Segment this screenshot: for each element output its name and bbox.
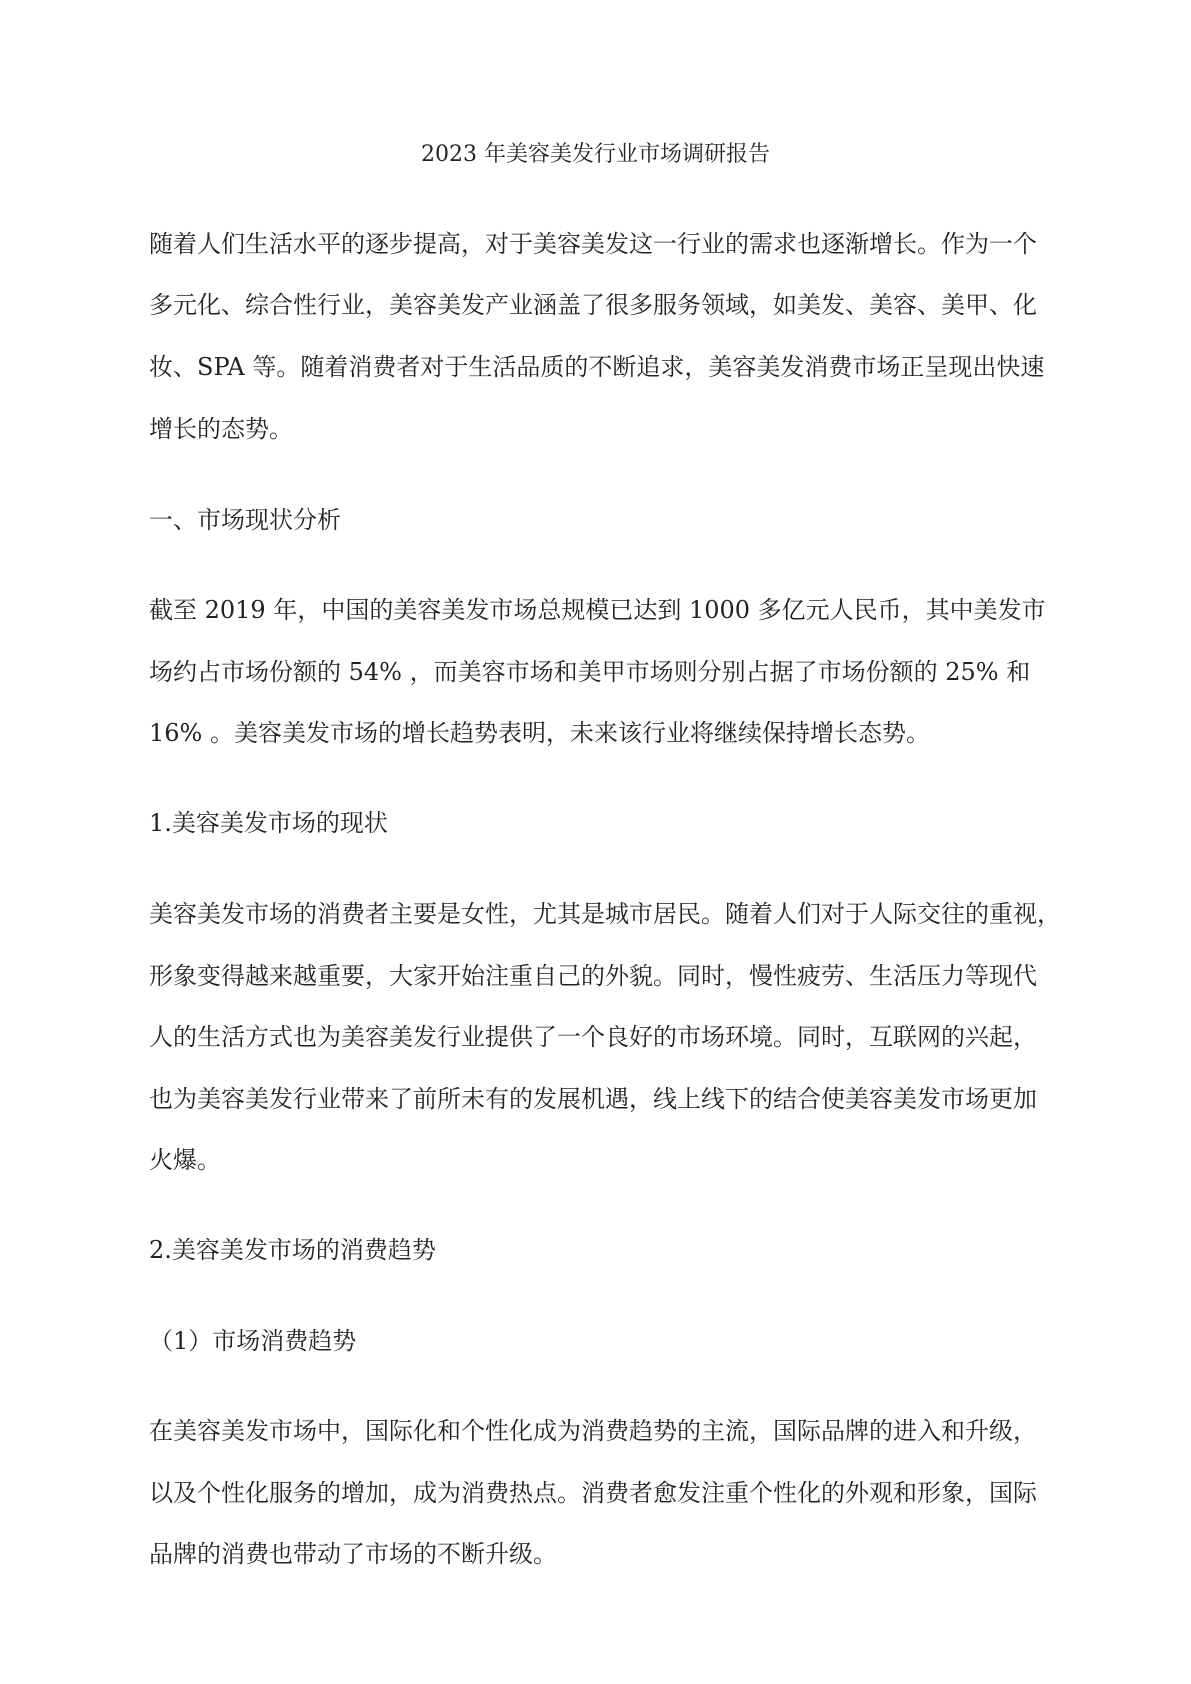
intro-paragraph-line: 随着人们生活水平的逐步提高，对于美容美发这一行业的需求也逐渐增长。作为一个 [149, 230, 1037, 258]
trend-paragraph-line: 在美容美发市场中，国际化和个性化成为消费趋势的主流，国际品牌的进入和升级， [149, 1417, 1037, 1445]
consumer-paragraph-line: 美容美发市场的消费者主要是女性，尤其是城市居民。随着人们对于人际交往的重视， [149, 900, 1061, 928]
document-title: 2023 年美容美发行业市场调研报告 [421, 142, 770, 167]
consumer-paragraph-line: 人的生活方式也为美容美发行业提供了一个良好的市场环境。同时，互联网的兴起， [149, 1023, 1037, 1051]
section-heading-market-status: 一、市场现状分析 [149, 506, 341, 534]
consumer-paragraph-line: 火爆。 [149, 1146, 221, 1174]
consumer-paragraph-line: 形象变得越来越重要，大家开始注重自己的外貌。同时，慢性疲劳、生活压力等现代 [149, 962, 1037, 990]
subsection-heading-current-status: 1.美容美发市场的现状 [149, 809, 388, 837]
intro-paragraph-line: 多元化、综合性行业，美容美发产业涵盖了很多服务领域，如美发、美容、美甲、化 [149, 291, 1037, 319]
intro-paragraph-line: 妆、SPA 等。随着消费者对于生活品质的不断追求，美容美发消费市场正呈现出快速 [149, 353, 1045, 381]
market-size-paragraph-line: 截至 2019 年，中国的美容美发市场总规模已达到 1000 多亿元人民币，其中美发市 [149, 596, 1046, 624]
intro-paragraph-line: 增长的态势。 [149, 415, 293, 443]
trend-paragraph-line: 品牌的消费也带动了市场的不断升级。 [149, 1540, 557, 1568]
trend-paragraph-line: 以及个性化服务的增加，成为消费热点。消费者愈发注重个性化的外观和形象，国际 [149, 1479, 1037, 1507]
sub-subsection-heading-market-trend: （1）市场消费趋势 [149, 1327, 357, 1355]
consumer-paragraph-line: 也为美容美发行业带来了前所未有的发展机遇，线上线下的结合使美容美发市场更加 [149, 1085, 1037, 1113]
market-size-paragraph-line: 场约占市场份额的 54% ，而美容市场和美甲市场则分别占据了市场份额的 25% 和 [149, 658, 1031, 686]
subsection-heading-consumption-trends: 2.美容美发市场的消费趋势 [149, 1236, 436, 1264]
market-size-paragraph-line: 16% 。美容美发市场的增长趋势表明，未来该行业将继续保持增长态势。 [149, 719, 930, 747]
